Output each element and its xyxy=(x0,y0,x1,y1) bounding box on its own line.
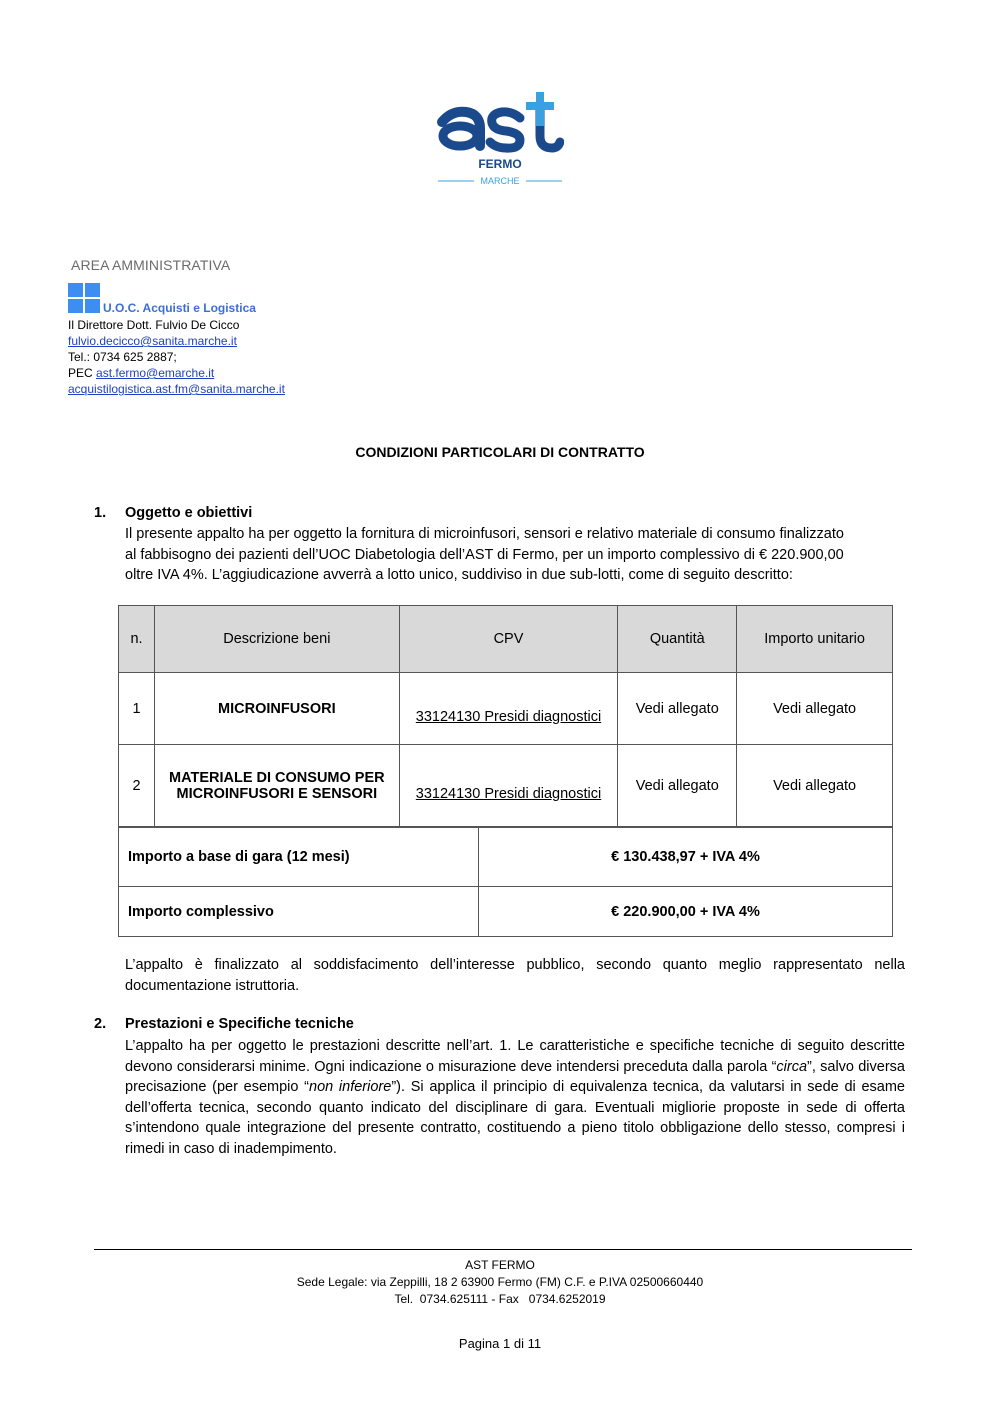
pec-label: PEC xyxy=(68,366,97,380)
header-quantity: Quantità xyxy=(618,606,737,673)
table-header-row xyxy=(119,606,893,673)
table-row xyxy=(119,673,893,745)
lots-table xyxy=(118,605,893,827)
totals-table xyxy=(118,827,893,937)
cell-n: 1 xyxy=(119,673,155,745)
section-1-body xyxy=(125,524,905,586)
cell-quantity: Vedi allegato xyxy=(618,745,737,827)
section-2-title: Prestazioni e Specifiche tecniche xyxy=(125,1016,354,1032)
header-unit-price: Importo unitario xyxy=(737,606,893,673)
text-italic: non inferiore xyxy=(309,1079,392,1095)
total-label: Importo complessivo xyxy=(119,887,479,937)
section-1-title: Oggetto e obiettivi xyxy=(125,505,253,521)
totals-row xyxy=(119,887,893,937)
header-n: n. xyxy=(119,606,155,673)
footer-address: Sede Legale: via Zeppilli, 18 2 63900 Fermo (FM) C.F. e P.IVA 02500660440 xyxy=(296,1275,704,1289)
footer-divider xyxy=(94,1249,912,1250)
total-value: € 130.438,97 + IVA 4% xyxy=(479,828,893,887)
text-fragment: ”, salvo diversa precisazione (per esempio “ xyxy=(125,1058,905,1095)
text-fragment: L’appalto ha per oggetto le prestazioni descritte nell’art. 1. Le caratteristiche e specifiche tecniche di seguito descritte devono considerarsi minime. Ogni indicazione o misurazione deve intendersi preceduta dalla parola “ xyxy=(125,1038,905,1075)
document-title: CONDIZIONI PARTICOLARI DI CONTRATTO xyxy=(355,444,645,460)
description-line: MICROINFUSORI E SENSORI xyxy=(176,785,378,802)
logo-marche: MARCHE xyxy=(480,176,520,186)
windows-grid-icon xyxy=(68,283,100,313)
area-label: AREA AMMINISTRATIVA xyxy=(71,257,231,273)
cell-description: MICROINFUSORI xyxy=(154,673,399,745)
cell-cpv: 33124130 Presidi diagnostici xyxy=(415,708,602,725)
office-email-link[interactable]: acquistilogistica.ast.fm@sanita.marche.it xyxy=(68,382,285,396)
logo-fermo: FERMO xyxy=(478,157,522,171)
total-label: Importo a base di gara (12 mesi) xyxy=(119,828,479,887)
section-1-number: 1. xyxy=(94,505,107,521)
cell-quantity: Vedi allegato xyxy=(618,673,737,745)
ast-fermo-logo xyxy=(436,88,564,188)
telephone: Tel.: 0734 625 2887; xyxy=(68,350,177,364)
cell-unit-price: Vedi allegato xyxy=(737,673,893,745)
pec-email-link[interactable]: ast.fermo@emarche.it xyxy=(96,366,215,380)
description-line: MATERIALE DI CONSUMO PER xyxy=(169,769,385,786)
page-number: Pagina 1 di 11 xyxy=(458,1336,542,1351)
total-value: € 220.900,00 + IVA 4% xyxy=(479,887,893,937)
cell-description xyxy=(154,745,399,827)
section-1-line: Il presente appalto ha per oggetto la fornitura di microinfusori, sensori e relativo materiale di consumo finalizzato xyxy=(125,526,844,542)
totals-row xyxy=(119,828,893,887)
text-fragment: ”). Si applica il principio di equivalenza tecnica, da valutarsi in sede di esame dell’offerta tecnica, secondo quanto indicato del disciplinare di gara. Eventuali migliorie proposte in sede di offerta s’intendono quale integrazione del presente contratto, costituendo a pieno titolo obbligazione dello stesso, compresi i rimedi in caso di inadempimento. xyxy=(125,1079,905,1157)
cell-n: 2 xyxy=(119,745,155,827)
section-1-line: al fabbisogno dei pazienti dell’UOC Diabetologia dell’AST di Fermo, per un importo complessivo di € 220.900,00 xyxy=(125,546,844,563)
header-cpv: CPV xyxy=(399,606,618,673)
footer-org: AST FERMO xyxy=(465,1258,535,1272)
section-1-line: oltre IVA 4%. L’aggiudicazione avverrà a lotto unico, suddiviso in due sub-lotti, come di seguito descritto: xyxy=(125,567,793,583)
header-description: Descrizione beni xyxy=(154,606,399,673)
unit-name: U.O.C. Acquisti e Logistica xyxy=(103,301,256,315)
director-email-link[interactable]: fulvio.decicco@sanita.marche.it xyxy=(68,334,237,348)
ast-logo-mark-icon xyxy=(436,88,564,188)
section-2-body xyxy=(125,1036,905,1159)
table-row xyxy=(119,745,893,827)
director-name: Il Direttore Dott. Fulvio De Cicco xyxy=(68,318,240,332)
cell-cpv: 33124130 Presidi diagnostici xyxy=(415,785,602,802)
section-1-after-table: L’appalto è finalizzato al soddisfacimento dell’interesse pubblico, secondo quanto meglio rappresentato nella documentazione istruttoria. xyxy=(125,957,905,994)
text-italic: circa xyxy=(776,1058,808,1075)
footer-contacts: Tel. 0734.625111 - Fax 0734.6252019 xyxy=(394,1292,606,1306)
section-2-number: 2. xyxy=(94,1016,107,1032)
cell-unit-price: Vedi allegato xyxy=(737,745,893,827)
